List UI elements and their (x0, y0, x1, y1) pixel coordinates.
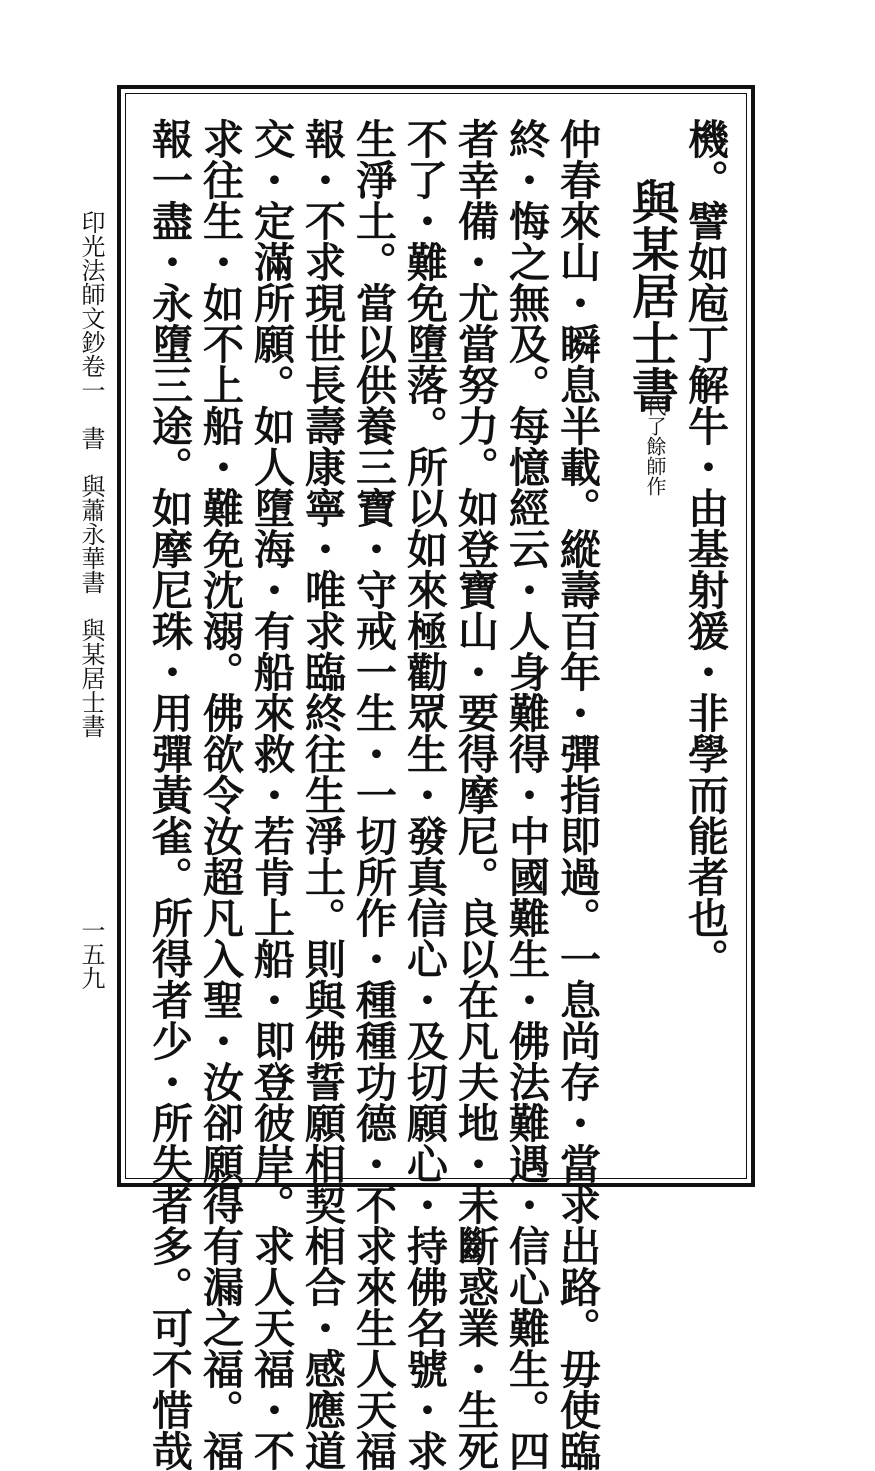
text-column-3: 終・悔之無及。每憶經云・人身難得・中國難生・佛法難遇・信心難生。四 (502, 118, 550, 1471)
text-column-2: 仲春來山・瞬息半載。縱壽百年・彈指即過。一息尚存・當求出路。毋使臨 (553, 118, 601, 1471)
text-column-4: 者幸備・尤當努力。如登寶山・要得摩尼。良以在凡夫地・未斷惑業・生死 (451, 118, 499, 1471)
text-column-1: 機。譬如庖丁解牛・由基射猨・非學而能者也。 (681, 118, 729, 979)
text-column-6: 生淨土。當以供養三寶・守戒一生・一切所作・種種功德・不求來生人天福 (349, 118, 397, 1471)
page-number: 一五九 (77, 918, 105, 990)
text-column-10: 報一盡・永墮三途。如摩尼珠・用彈黃雀。所得者少・所失者多。可不惜哉 (145, 118, 193, 1471)
letter-subtitle: 代了餘師作 (643, 396, 667, 496)
text-column-9: 求往生・如不上船・難免沈溺。佛欲令汝超凡入聖・汝卻願得有漏之福。福 (196, 118, 244, 1471)
text-column-5: 不了・難免墮落。所以如來極勸眾生・發真信心・及切願心・持佛名號・求 (400, 118, 448, 1471)
text-column-7: 報・不求現世長壽康寧・唯求臨終往生淨土。則與佛誓願相契相合・感應道 (298, 118, 346, 1471)
margin-running-head: 印光法師文鈔卷一 書 與蕭永華書 與某居士書 (77, 210, 105, 738)
text-column-8: 交・定滿所願。如人墮海・有船來救・若肯上船・即登彼岸。求人天福・不 (247, 118, 295, 1471)
letter-title: 與某居士書 (624, 178, 679, 413)
